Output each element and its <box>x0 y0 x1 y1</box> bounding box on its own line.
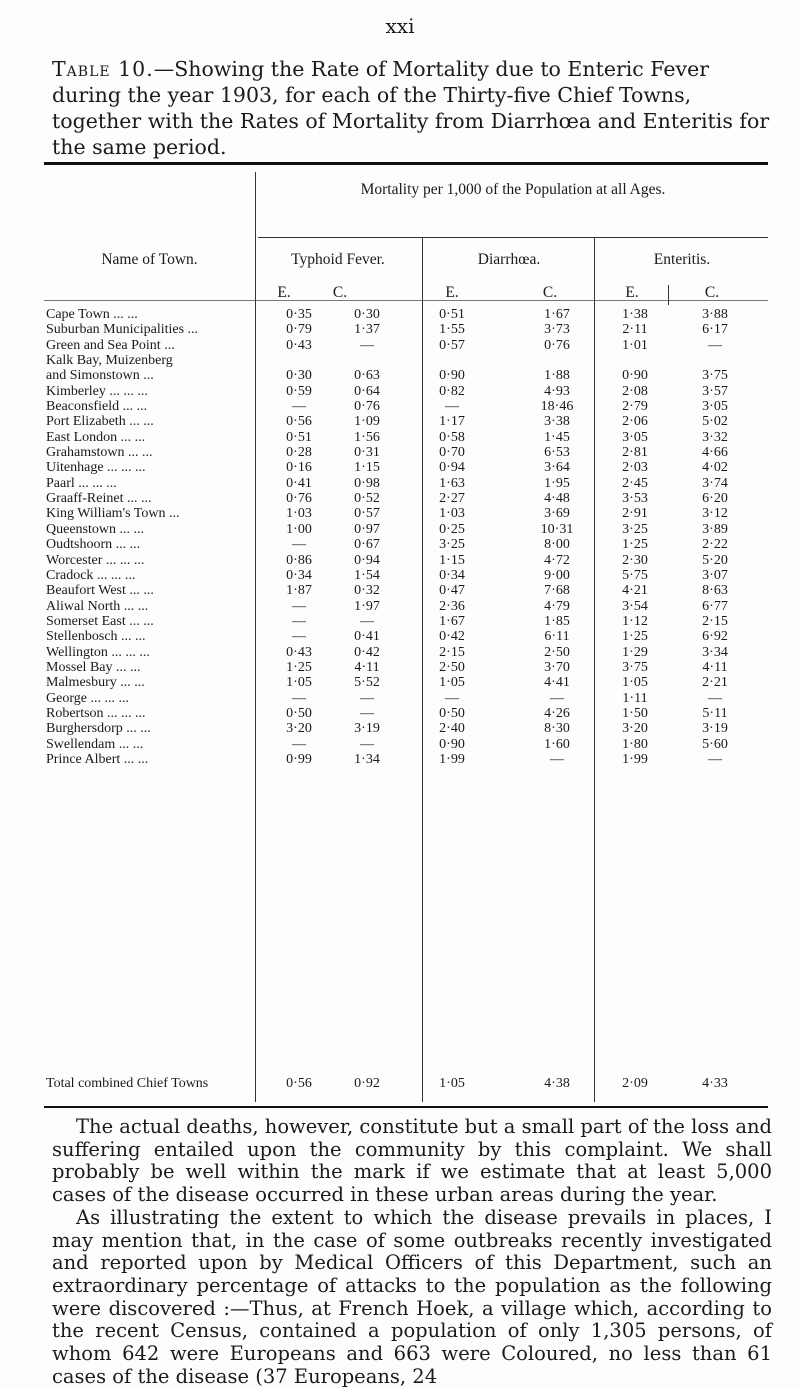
rate-cell: 3·19 <box>702 721 728 737</box>
rate-cell: 3·05 <box>702 399 728 415</box>
town-name: Beaufort West ... ... <box>46 583 154 599</box>
total-value: 1·05 <box>439 1076 465 1091</box>
rate-cell: 5·52 <box>354 675 380 691</box>
town-name: Cradock ... ... ... <box>46 567 136 583</box>
table-row <box>44 583 768 598</box>
rate-cell: 1·25 <box>622 537 648 553</box>
rate-cell: 0·32 <box>354 583 380 599</box>
town-name: Oudtshoorn ... ... <box>46 537 141 553</box>
rate-cell: 2·91 <box>622 506 648 522</box>
rate-cell: 0·30 <box>286 368 312 384</box>
town-name: Worcester ... ... ... <box>46 552 145 568</box>
rate-cell: — <box>445 399 459 415</box>
rate-cell: 0·28 <box>286 445 312 461</box>
rate-cell: 1·99 <box>439 751 465 767</box>
total-value: 2·09 <box>622 1076 648 1091</box>
rate-cell: 1·09 <box>354 414 380 430</box>
table-row <box>44 553 768 568</box>
rate-cell: 0·42 <box>439 629 465 645</box>
rate-cell: 0·34 <box>286 567 312 583</box>
rate-cell: 0·41 <box>286 475 312 491</box>
name-header: Name of Town. <box>101 251 198 268</box>
table-body <box>44 307 768 767</box>
table-row <box>44 430 768 445</box>
town-name: Swellendam ... ... <box>46 736 144 752</box>
town-name: Suburban Municipalities ... <box>46 322 199 338</box>
rate-cell: 10·31 <box>540 521 574 537</box>
table-row <box>44 614 768 629</box>
rate-cell: 2·22 <box>702 537 728 553</box>
rate-cell: 8·00 <box>544 537 570 553</box>
rate-cell: 0·50 <box>286 705 312 721</box>
rate-cell: 6·53 <box>544 445 570 461</box>
town-name: George ... ... ... <box>46 690 129 706</box>
rate-cell: — <box>360 690 374 706</box>
rate-cell: 0·42 <box>354 644 380 660</box>
town-name: Stellenbosch ... ... <box>46 629 146 645</box>
rate-cell: 0·52 <box>354 491 380 507</box>
town-name: Cape Town ... ... <box>46 307 138 322</box>
table-row <box>44 307 768 322</box>
town-name: East London ... ... <box>46 429 146 445</box>
table-row <box>44 675 768 690</box>
rate-cell: 5·02 <box>702 414 728 430</box>
rate-cell: 1·34 <box>354 751 380 767</box>
rate-cell: 3·20 <box>286 721 312 737</box>
table-row <box>44 645 768 660</box>
rate-cell: 3·38 <box>544 414 570 430</box>
total-row <box>44 1076 768 1096</box>
rate-cell: 1·80 <box>622 736 648 752</box>
sub-header: C. <box>542 284 558 301</box>
table-caption <box>52 56 772 160</box>
rate-cell: 0·94 <box>354 552 380 568</box>
rate-cell: 0·50 <box>439 705 465 721</box>
sub-header: E. <box>625 284 639 301</box>
town-name: Beaconsfield ... ... <box>46 399 148 415</box>
rate-cell: 1·67 <box>544 307 570 322</box>
rate-cell: 1·45 <box>544 429 570 445</box>
rate-cell: 1·25 <box>622 629 648 645</box>
rate-cell: 0·63 <box>354 368 380 384</box>
rate-cell: — <box>550 690 564 706</box>
group-typhoid: Typhoid Fever. <box>291 251 385 268</box>
rate-cell: 0·51 <box>439 307 465 322</box>
rate-cell: 4·21 <box>622 583 648 599</box>
rate-cell: — <box>550 751 564 767</box>
rate-cell: 1·05 <box>286 675 312 691</box>
rate-cell: 3·75 <box>702 368 728 384</box>
town-name: Port Elizabeth ... ... <box>46 414 154 430</box>
rate-cell: 0·43 <box>286 644 312 660</box>
rate-cell: 1·95 <box>544 475 570 491</box>
town-name: Kalk Bay, Muizenberg <box>46 353 173 369</box>
rate-cell: 1·87 <box>286 583 312 599</box>
rate-cell: 1·37 <box>354 322 380 338</box>
table-row <box>44 491 768 506</box>
rate-cell: 0·90 <box>439 368 465 384</box>
rate-cell: 3·74 <box>702 475 728 491</box>
rate-cell: 1·54 <box>354 567 380 583</box>
rate-cell: — <box>360 613 374 629</box>
rate-cell: — <box>292 736 306 752</box>
table-row <box>44 476 768 491</box>
table-row <box>44 568 768 583</box>
rate-cell: 6·92 <box>702 629 728 645</box>
rate-cell: — <box>445 690 459 706</box>
table-row <box>44 691 768 706</box>
sub-header: E. <box>277 284 291 301</box>
rate-cell: 1·55 <box>439 322 465 338</box>
rate-cell: 4·79 <box>544 598 570 614</box>
table-row <box>44 322 768 337</box>
rate-cell: 9·00 <box>544 567 570 583</box>
rate-cell: 1·99 <box>622 751 648 767</box>
rate-cell: 1·85 <box>544 613 570 629</box>
rate-cell: 2·81 <box>622 445 648 461</box>
rate-cell: 1·15 <box>354 460 380 476</box>
rate-cell: 0·59 <box>286 383 312 399</box>
rate-cell: 2·11 <box>622 322 648 338</box>
rate-cell: 0·97 <box>354 521 380 537</box>
town-name: Somerset East ... ... <box>46 613 154 629</box>
rate-cell: 1·03 <box>286 506 312 522</box>
rate-cell: 3·57 <box>702 383 728 399</box>
rate-cell: 1·11 <box>622 690 648 706</box>
rate-cell: 4·26 <box>544 705 570 721</box>
rate-cell: 3·64 <box>544 460 570 476</box>
rate-cell: — <box>292 598 306 614</box>
total-value: 4·33 <box>702 1076 728 1091</box>
rate-cell: 2·27 <box>439 491 465 507</box>
rate-cell: 1·63 <box>439 475 465 491</box>
total-value: 4·38 <box>544 1076 570 1091</box>
rate-cell: 0·30 <box>354 307 380 322</box>
total-label: Total combined Chief Towns <box>46 1076 209 1091</box>
table-row <box>44 353 768 368</box>
rate-cell: 2·21 <box>702 675 728 691</box>
town-name: Graaff-Reinet ... ... <box>46 491 152 507</box>
rate-cell: 3·07 <box>702 567 728 583</box>
rate-cell: 1·15 <box>439 552 465 568</box>
rate-cell: 1·12 <box>622 613 648 629</box>
rate-cell: 0·90 <box>622 368 648 384</box>
rate-cell: 4·11 <box>354 659 380 675</box>
rate-cell: 5·60 <box>702 736 728 752</box>
body-text <box>52 1116 772 1388</box>
table-row <box>44 445 768 460</box>
rate-cell: 1·56 <box>354 429 380 445</box>
rate-cell: 5·11 <box>702 705 728 721</box>
town-name: Grahamstown ... ... <box>46 445 153 461</box>
rate-cell: 0·34 <box>439 567 465 583</box>
rate-cell: 0·25 <box>439 521 465 537</box>
rate-cell: 0·70 <box>439 445 465 461</box>
table-row <box>44 737 768 752</box>
rate-cell: — <box>360 736 374 752</box>
table-row <box>44 414 768 429</box>
rate-cell: 1·03 <box>439 506 465 522</box>
table-row <box>44 338 768 353</box>
rate-cell: 0·86 <box>286 552 312 568</box>
rate-cell: 2·15 <box>439 644 465 660</box>
rate-cell: 6·77 <box>702 598 728 614</box>
rate-cell: 3·25 <box>439 537 465 553</box>
rate-cell: 1·17 <box>439 414 465 430</box>
rate-cell: 2·30 <box>622 552 648 568</box>
rate-cell: 0·90 <box>439 736 465 752</box>
rate-cell: 0·76 <box>286 491 312 507</box>
rate-cell: 3·89 <box>702 521 728 537</box>
rate-cell: — <box>292 537 306 553</box>
rate-cell: 1·38 <box>622 307 648 322</box>
rate-cell: 3·54 <box>622 598 648 614</box>
divider-enteritis-sub <box>668 285 669 305</box>
table-row <box>44 706 768 721</box>
rate-cell: 18·46 <box>540 399 574 415</box>
rate-cell: 0·35 <box>286 307 312 322</box>
rate-cell: 4·41 <box>544 675 570 691</box>
rate-cell: 0·57 <box>439 337 465 353</box>
rate-cell: 2·40 <box>439 721 465 737</box>
rate-cell: 1·05 <box>439 675 465 691</box>
rate-cell: 0·67 <box>354 537 380 553</box>
rate-cell: 3·25 <box>622 521 648 537</box>
rate-cell: — <box>292 613 306 629</box>
caption-lead: Table 10. <box>52 57 154 81</box>
table-row <box>44 721 768 736</box>
town-name: Prince Albert ... ... <box>46 751 149 767</box>
rate-cell: 3·12 <box>702 506 728 522</box>
rate-cell: — <box>360 337 374 353</box>
rate-cell: 2·03 <box>622 460 648 476</box>
rate-cell: 2·50 <box>544 644 570 660</box>
table-row <box>44 460 768 475</box>
sub-header: C. <box>704 284 720 301</box>
rate-cell: 1·29 <box>622 644 648 660</box>
rate-cell: 0·79 <box>286 322 312 338</box>
town-name: Kimberley ... ... ... <box>46 383 148 399</box>
rate-cell: 0·57 <box>354 506 380 522</box>
table-row <box>44 629 768 644</box>
rate-cell: 3·19 <box>354 721 380 737</box>
rate-cell: 6·11 <box>544 629 570 645</box>
rate-cell: 0·58 <box>439 429 465 445</box>
town-name: Mossel Bay ... ... <box>46 659 141 675</box>
rate-cell: 3·88 <box>702 307 728 322</box>
total-value: 0·56 <box>286 1076 312 1091</box>
town-name: King William's Town ... <box>46 506 180 522</box>
rate-cell: 0·64 <box>354 383 380 399</box>
sub-header: C. <box>332 284 348 301</box>
table-row <box>44 506 768 521</box>
rate-cell: 0·43 <box>286 337 312 353</box>
page-number: xxi <box>385 14 415 38</box>
town-name: Burghersdorp ... ... <box>46 721 151 737</box>
town-name: Malmesbury ... ... <box>46 675 145 691</box>
rate-cell: 2·08 <box>622 383 648 399</box>
table-row <box>44 537 768 552</box>
rate-cell: 1·88 <box>544 368 570 384</box>
rate-cell: 0·82 <box>439 383 465 399</box>
rate-cell: 1·01 <box>622 337 648 353</box>
rate-cell: 8·30 <box>544 721 570 737</box>
rate-cell: 1·60 <box>544 736 570 752</box>
rate-cell: 8·63 <box>702 583 728 599</box>
rate-cell: 2·06 <box>622 414 648 430</box>
rate-cell: 2·50 <box>439 659 465 675</box>
group-enteritis: Enteritis. <box>653 251 711 268</box>
rate-cell: 0·16 <box>286 460 312 476</box>
town-name: Aliwal North ... ... <box>46 598 149 614</box>
rate-cell: 4·48 <box>544 491 570 507</box>
total-value: 0·92 <box>354 1076 380 1091</box>
rate-cell: 1·25 <box>286 659 312 675</box>
rate-cell: 3·05 <box>622 429 648 445</box>
rate-cell: 0·98 <box>354 475 380 491</box>
town-name: Paarl ... ... ... <box>46 475 117 491</box>
town-name: Uitenhage ... ... ... <box>46 460 146 476</box>
rate-cell: 4·93 <box>544 383 570 399</box>
rate-cell: 3·73 <box>544 322 570 338</box>
rate-cell: 1·00 <box>286 521 312 537</box>
table-row <box>44 368 768 383</box>
town-name: Queenstown ... ... <box>46 521 144 537</box>
rate-cell: 1·50 <box>622 705 648 721</box>
rate-cell: 4·72 <box>544 552 570 568</box>
subheader-rule <box>44 300 768 301</box>
rate-cell: 4·66 <box>702 445 728 461</box>
rate-cell: 4·11 <box>702 659 728 675</box>
rate-cell: 3·34 <box>702 644 728 660</box>
rate-cell: 0·47 <box>439 583 465 599</box>
rate-cell: 7·68 <box>544 583 570 599</box>
rate-cell: — <box>708 337 722 353</box>
rate-cell: — <box>292 629 306 645</box>
town-name: Robertson ... ... ... <box>46 705 146 721</box>
rate-cell: 5·75 <box>622 567 648 583</box>
rate-cell: 5·20 <box>702 552 728 568</box>
town-name: Wellington ... ... ... <box>46 644 150 660</box>
table-row <box>44 752 768 767</box>
table-row <box>44 384 768 399</box>
rate-cell: 0·56 <box>286 414 312 430</box>
super-header: Mortality per 1,000 of the Population at all Ages. <box>360 181 666 198</box>
group-diarrhoea: Diarrhœa. <box>477 251 541 268</box>
rate-cell: 0·99 <box>286 751 312 767</box>
rate-cell: — <box>708 751 722 767</box>
rate-cell: 0·76 <box>544 337 570 353</box>
rate-cell: 3·32 <box>702 429 728 445</box>
rate-cell: 0·51 <box>286 429 312 445</box>
rate-cell: — <box>708 690 722 706</box>
rate-cell: — <box>292 690 306 706</box>
rate-cell: 0·41 <box>354 629 380 645</box>
rate-cell: 3·69 <box>544 506 570 522</box>
town-name: Green and Sea Point ... <box>46 337 175 353</box>
rate-cell: 0·31 <box>354 445 380 461</box>
rate-cell: 1·05 <box>622 675 648 691</box>
paragraph: As illustrating the extent to which the disease prevails in places, I may mention that, in the case of some outbreaks recently investigated and reported upon by Medical Officers of this Department, such an extraordinary percentage of attacks to the population as the following were discovered :—Thus, at French Hoek, a village which, according to the recent Census, contained a population of only 1,305 persons, of whom 642 were Europeans and 663 were Coloured, no less than 61 cases of the disease (37 Europeans, 24 <box>52 1205 772 1388</box>
group-header-rule <box>258 237 768 238</box>
rate-cell: 3·70 <box>544 659 570 675</box>
rate-cell: 1·97 <box>354 598 380 614</box>
rate-cell: 6·17 <box>702 322 728 338</box>
table-row <box>44 660 768 675</box>
rate-cell: 1·67 <box>439 613 465 629</box>
rate-cell: 6·20 <box>702 491 728 507</box>
table-row <box>44 522 768 537</box>
rate-cell: — <box>360 705 374 721</box>
rate-cell: 0·94 <box>439 460 465 476</box>
table-row <box>44 399 768 414</box>
rate-cell: 4·02 <box>702 460 728 476</box>
paragraph: The actual deaths, however, constitute but a small part of the loss and suffering entailed upon the community by this complaint. We shall probably be well within the mark if we estimate that at least 5,000 cases of the disease occurred in these urban areas during the year. <box>52 1115 772 1207</box>
rate-cell: 2·45 <box>622 475 648 491</box>
rate-cell: 0·76 <box>354 399 380 415</box>
rate-cell: 2·15 <box>702 613 728 629</box>
caption-text: —Showing the Rate of Mortality due to Enteric Fever during the year 1903, for each of the Thirty-five Chief Towns, together with the Rates of Mortality from Diarrhœa and Enteritis for the same period. <box>52 57 770 159</box>
rate-cell: — <box>292 399 306 415</box>
bottom-rule <box>44 1106 768 1108</box>
rate-cell: 2·79 <box>622 399 648 415</box>
sub-header: E. <box>445 284 459 301</box>
table-row <box>44 599 768 614</box>
rate-cell: 3·75 <box>622 659 648 675</box>
top-rule <box>44 162 768 165</box>
rate-cell: 3·20 <box>622 721 648 737</box>
town-name: and Simonstown ... <box>46 368 154 384</box>
rate-cell: 3·53 <box>622 491 648 507</box>
rate-cell: 2·36 <box>439 598 465 614</box>
